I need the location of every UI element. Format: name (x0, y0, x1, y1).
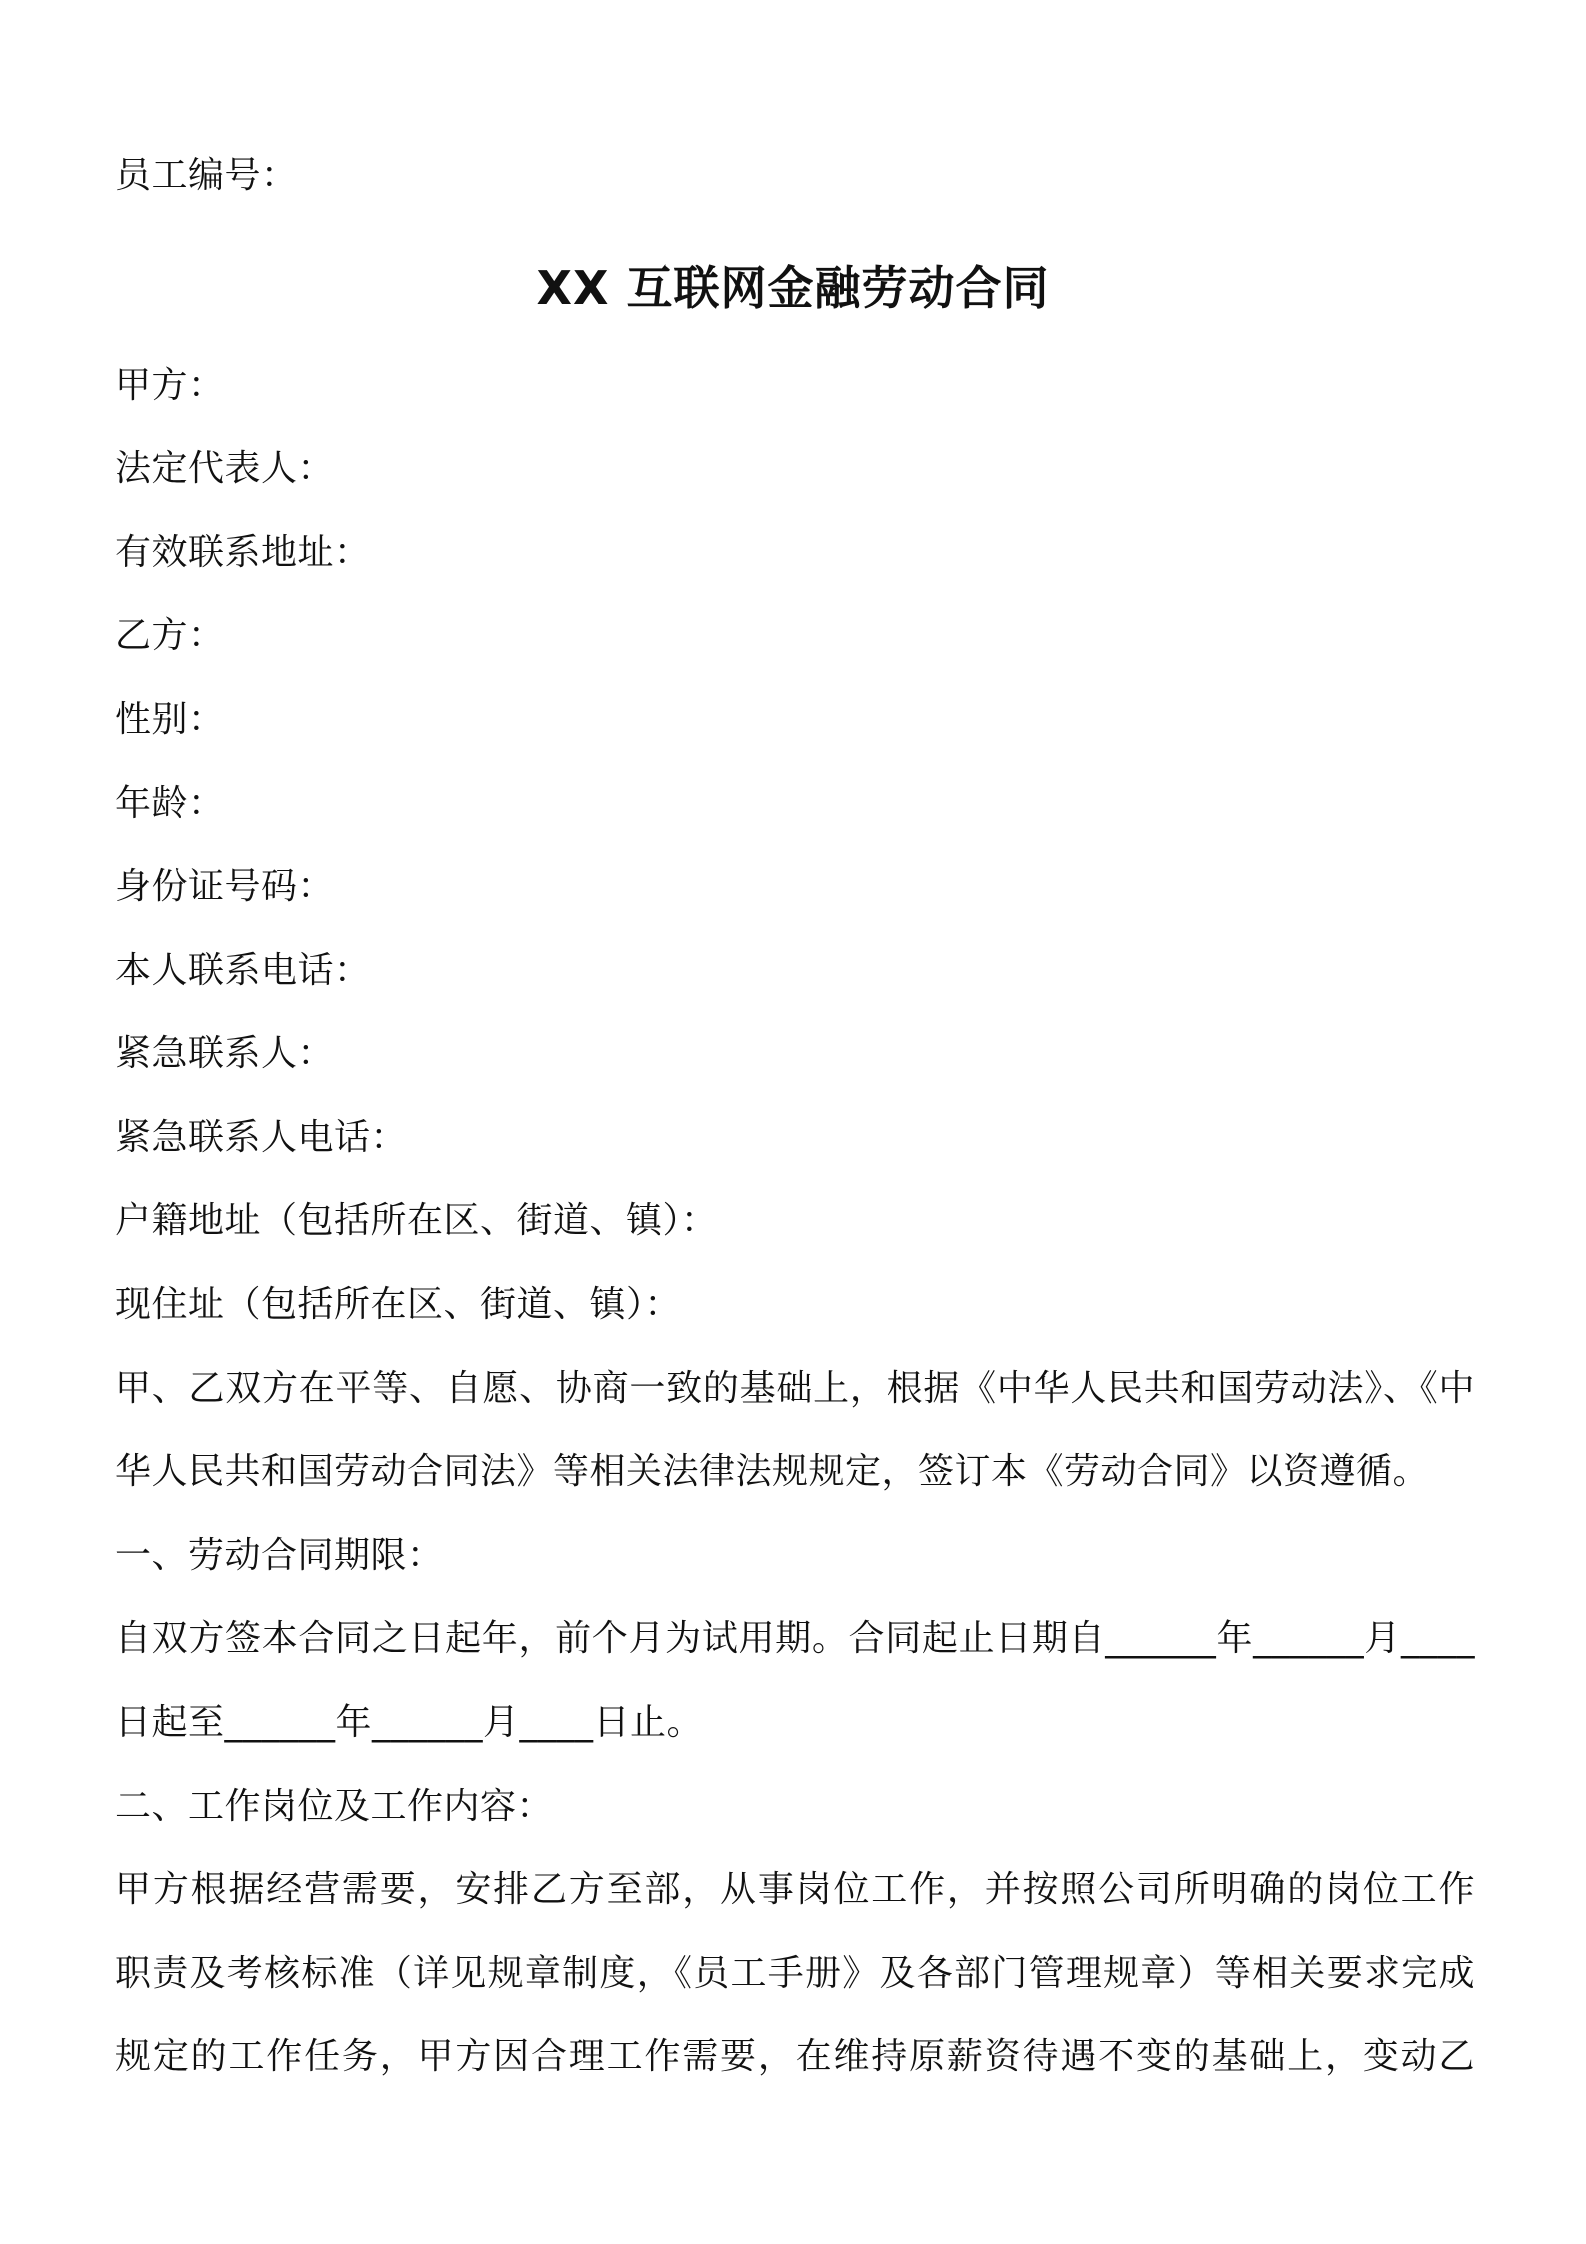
field-emergency-phone: 紧急联系人电话： (115, 1117, 408, 1158)
section-2-line-2: 职责及考核标准（详见规章制度，《员工手册》及各部门管理规章）等相关要求完成 (115, 1953, 1475, 1994)
section-1-line-2: 日起至______年______月____日止。 (115, 1702, 704, 1743)
section-2-heading: 二、工作岗位及工作内容： (115, 1786, 554, 1827)
field-id-number: 身份证号码： (115, 866, 335, 907)
document-title: XX 互联网金融劳动合同 (536, 261, 1050, 315)
field-phone: 本人联系电话： (115, 950, 371, 991)
preamble-line-2: 华人民共和国劳动合同法》等相关法律法规规定，签订本《劳动合同》以资遵循。 (115, 1451, 1430, 1492)
field-contact-address: 有效联系地址： (115, 532, 371, 573)
field-age: 年龄： (115, 783, 225, 824)
field-gender: 性别： (115, 699, 225, 740)
preamble-line-1: 甲、乙双方在平等、自愿、协商一致的基础上，根据《中华人民共和国劳动法》、《中 (115, 1368, 1475, 1409)
field-household-address: 户籍地址（包括所在区、街道、镇）： (115, 1200, 718, 1241)
section-2-line-3: 规定的工作任务，甲方因合理工作需要，在维持原薪资待遇不变的基础上，变动乙 (115, 2036, 1475, 2077)
section-1-line-1: 自双方签本合同之日起年，前个月为试用期。合同起止日期自______年______月____ (115, 1618, 1475, 1659)
field-party-a: 甲方： (115, 365, 225, 406)
employee-number-label: 员工编号： (115, 155, 298, 196)
field-party-b: 乙方： (115, 615, 225, 656)
section-1-heading: 一、劳动合同期限： (115, 1535, 444, 1576)
field-emergency-contact: 紧急联系人： (115, 1033, 335, 1074)
field-current-address: 现住址（包括所在区、街道、镇）： (115, 1284, 682, 1325)
section-2-line-1: 甲方根据经营需要，安排乙方至部，从事岗位工作，并按照公司所明确的岗位工作 (115, 1869, 1475, 1910)
field-legal-representative: 法定代表人： (115, 448, 335, 489)
